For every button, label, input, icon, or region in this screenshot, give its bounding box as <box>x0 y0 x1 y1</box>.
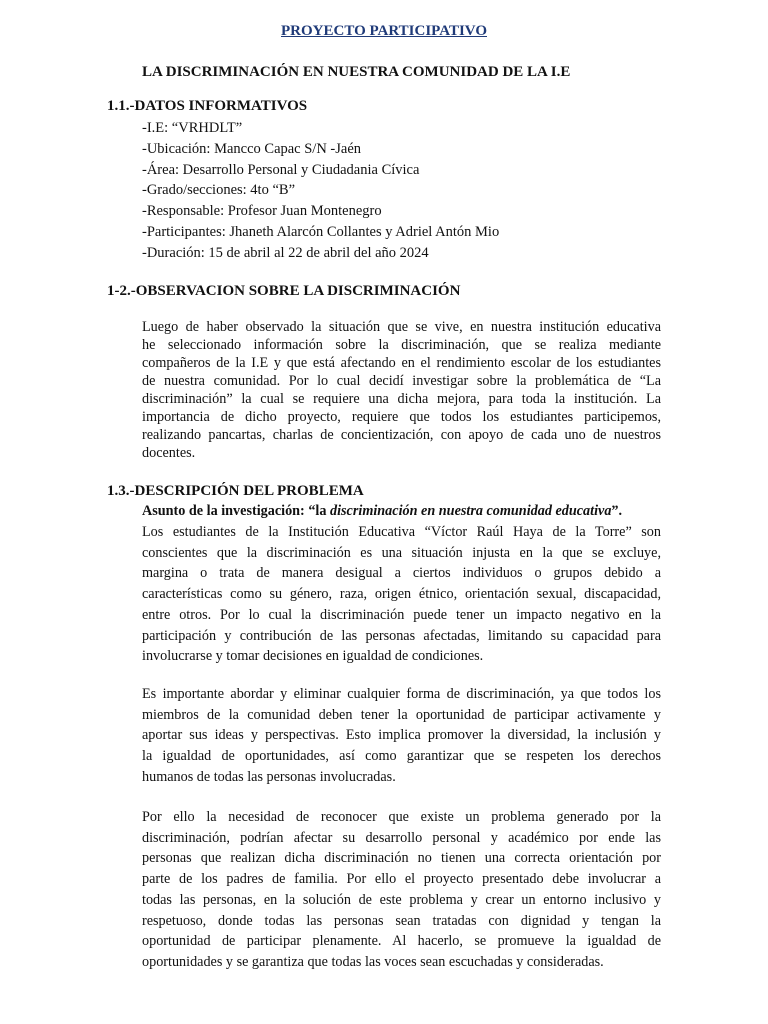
paragraph-line: la igualdad de oportunidades, así como garantizar que se respeten los derechos <box>142 748 661 765</box>
section-heading-descripcion: 1.3.-DESCRIPCIÓN DEL PROBLEMA <box>107 483 364 499</box>
info-item-participantes: -Participantes: Jhaneth Alarcón Collantes y Adriel Antón Mio <box>142 223 500 240</box>
paragraph-line: margina o trata de manera desigual a ciertos individuos o grupos debido a <box>142 565 661 582</box>
paragraph-line: docentes. <box>142 445 196 461</box>
paragraph-line: compañeros de la I.E y que está afectando en el rendimiento escolar de los estudiantes <box>142 355 661 371</box>
info-item-duracion: -Duración: 15 de abril al 22 de abril del año 2024 <box>142 244 429 261</box>
paragraph-line: entre otros. Por lo cual la discriminación puede tener un impacto negativo en la <box>142 606 661 623</box>
paragraph-line: importancia de dicho proyecto, requiere que todos los estudiantes participemos, <box>142 409 661 425</box>
asunto-line <box>142 502 661 520</box>
paragraph-line: oportunidad de participar plenamente. Al hacerlo, se promueve la igualdad de <box>142 933 661 950</box>
paragraph-line: conscientes que la discriminación es una situación injusta en la que se excluye, <box>142 544 661 561</box>
paragraph-line: Por ello la necesidad de reconocer que existe un problema generado por la <box>142 809 661 825</box>
descripcion-paragraph-1 <box>142 522 661 667</box>
descripcion-paragraph-3 <box>142 807 661 973</box>
paragraph-line: parte de los padres de familia. Por ello el proyecto presentado debe involucrar a <box>142 871 661 888</box>
paragraph-line: Luego de haber observado la situación que se vive, en nuestra institución educativa <box>142 319 661 335</box>
info-item-ie: -I.E: “VRHDLT” <box>142 120 243 136</box>
asunto-end: ”. <box>611 503 623 519</box>
section-heading-datos: 1.1.-DATOS INFORMATIVOS <box>107 98 308 114</box>
paragraph-line: Los estudiantes de la Institución Educativa “Víctor Raúl Haya de la Torre” son <box>142 524 661 540</box>
paragraph-line: oportunidades y se garantiza que todas las voces sean escuchadas y consideradas. <box>142 953 604 970</box>
paragraph-line: Es importante abordar y eliminar cualquier forma de discriminación, ya que todos los <box>142 686 661 702</box>
info-item-area: -Área: Desarrollo Personal y Ciudadania Cívica <box>142 161 420 178</box>
info-item-ubicacion: -Ubicación: Mancco Capac S/N -Jaén <box>142 140 362 157</box>
observacion-paragraph <box>142 318 661 462</box>
asunto-label: Asunto de la investigación: “la <box>142 503 330 519</box>
paragraph-line: realizando pancartas, charlas de concientización, con apoyo de cada uno de nuestros <box>142 427 661 443</box>
document-title: PROYECTO PARTICIPATIVO <box>281 23 487 39</box>
info-list <box>142 118 499 264</box>
paragraph-line: discriminación, podrían afectar su desarrollo personal y académico por ende las <box>142 829 661 846</box>
paragraph-line: de nuestra comunidad. Por lo cual decidí investigar sobre la problemática de “La <box>142 373 661 389</box>
paragraph-line: he seleccionado información sobre la discriminación, que se realiza mediante <box>142 337 661 353</box>
paragraph-line: discriminación” la cual se requiere una dicha mejora, para toda la institución. La <box>142 391 661 407</box>
info-item-responsable: -Responsable: Profesor Juan Montenegro <box>142 203 382 220</box>
info-item-grado: -Grado/secciones: 4to “B” <box>142 182 296 199</box>
paragraph-line: participación y contribución de las personas afectadas, limitando su capacidad para <box>142 627 661 644</box>
paragraph-line: respetuoso, donde todas las personas sean tratadas con dignidad y tengan la <box>142 912 661 929</box>
paragraph-line: todas las personas, en la solución de este problema y crear un entorno inclusivo y <box>142 891 661 908</box>
asunto-value: discriminación en nuestra comunidad educativa <box>330 503 612 519</box>
paragraph-line: humanos de todas las personas involucradas. <box>142 768 396 785</box>
paragraph-line: aportar sus ideas y perspectivas. Esto implica promover la diversidad, la inclusión y <box>142 727 661 744</box>
paragraph-line: características como su género, raza, origen étnico, orientación sexual, discapacidad, <box>142 586 661 603</box>
section-heading-observacion: 1-2.-OBSERVACION SOBRE LA DISCRIMINACIÓN <box>107 283 461 299</box>
paragraph-line: miembros de la comunidad deben tener la oportunidad de participar activamente y <box>142 706 661 723</box>
paragraph-line: involucrarse y tomar decisiones en igualdad de condiciones. <box>142 648 484 665</box>
descripcion-paragraph-2 <box>142 684 661 788</box>
paragraph-line: personas que realizan dicha discriminación no tienen una correcta orientación por <box>142 850 661 867</box>
document-subtitle: LA DISCRIMINACIÓN EN NUESTRA COMUNIDAD DE LA I.E <box>142 64 571 80</box>
